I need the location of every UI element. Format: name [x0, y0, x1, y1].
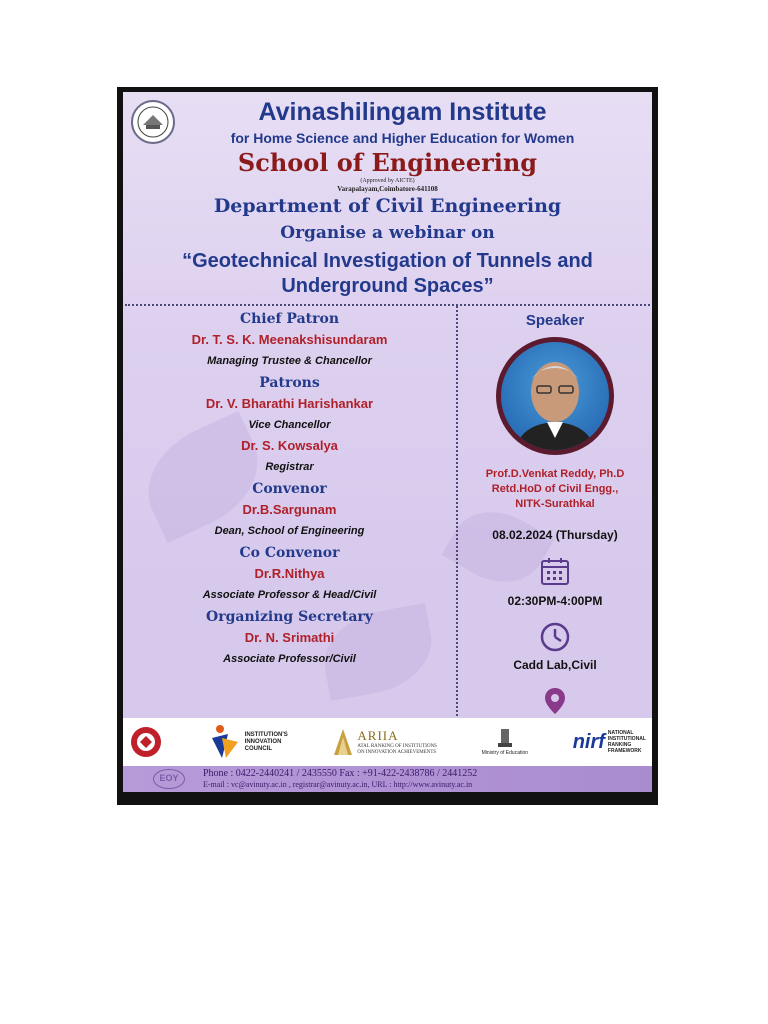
institute-name: Avinashilingam Institute [258, 98, 547, 126]
school-name: School of Engineering [237, 148, 538, 177]
committee-column [123, 308, 456, 670]
footer-logo: EOY [153, 769, 185, 789]
role-heading: Organizing Secretary [206, 609, 373, 625]
calendar-icon [538, 554, 572, 588]
role-heading: Chief Patron [239, 311, 340, 327]
person-designation: Dean, School of Engineering [214, 525, 365, 537]
ministry-of-education-logo: Ministry of Education [482, 727, 528, 757]
speaker-photo [496, 337, 614, 455]
speaker-column [458, 306, 652, 718]
department-name: Department of Civil Engineering [213, 195, 562, 217]
event-date: 08.02.2024 (Thursday) [492, 528, 618, 542]
person-designation: Managing Trustee & Chancellor [207, 355, 372, 367]
person-name: Dr. S. Kowsalya [241, 438, 338, 453]
university-emblem-logo [129, 725, 163, 759]
contact-email: E-mail : vc@avinuty.ac.in , registrar@avinuty.ac.in, URL : http://www.avinuty.ac.in [203, 780, 473, 789]
ariia-logo: ARIIA ATAL RANKING OF INSTITUTIONS ON INNOVATION ACHIEVEMENTS [332, 727, 437, 757]
nirf-logo: nirf NATIONAL INSTITUTIONAL RANKING FRAMEWORK [572, 730, 646, 754]
person-name: Dr.R.Nithya [254, 566, 325, 581]
event-venue: Cadd Lab,Civil [513, 658, 597, 672]
person-designation: Associate Professor & Head/Civil [202, 589, 377, 601]
speaker-portrait [501, 342, 609, 450]
organise-line: Organise a webinar on [280, 223, 495, 243]
person-name: Dr. V. Bharathi Harishankar [205, 396, 374, 411]
person-designation: Registrar [265, 461, 314, 473]
clock-icon [538, 620, 572, 654]
institute-subtitle: for Home Science and Higher Education for Women [230, 130, 575, 146]
webinar-poster [123, 92, 652, 792]
partner-logos-strip [123, 718, 652, 766]
person-designation: Associate Professor/Civil [223, 653, 356, 665]
person-name: Dr.B.Sargunam [242, 502, 337, 517]
location-pin-icon [538, 684, 572, 718]
role-heading: Patrons [259, 375, 320, 391]
contact-strip [123, 766, 652, 792]
approval-note: (Approved by AICTE) [360, 178, 415, 184]
address: Varapalayam,Coimbatore-641108 [337, 185, 438, 193]
contact-phone: Phone : 0422-2440241 / 2435550 Fax : +91-422-2438786 / 2441252 [203, 768, 478, 779]
iic-logo: INSTITUTION'S INNOVATION COUNCIL [208, 724, 288, 760]
role-heading: Convenor [252, 481, 327, 497]
person-designation: Vice Chancellor [248, 419, 331, 431]
role-heading: Co Convenor [239, 545, 340, 561]
person-name: Dr. N. Srimathi [244, 630, 335, 645]
person-name: Dr. T. S. K. Meenakshisundaram [191, 332, 388, 347]
speaker-name: Prof.D.Venkat Reddy, Ph.D Retd.HoD of Civil Engg., NITK-Surathkal [485, 468, 625, 510]
webinar-title: “Geotechnical Investigation of Tunnels and Underground Spaces” [182, 250, 593, 297]
event-time: 02:30PM-4:00PM [507, 594, 603, 608]
speaker-heading: Speaker [525, 312, 585, 329]
